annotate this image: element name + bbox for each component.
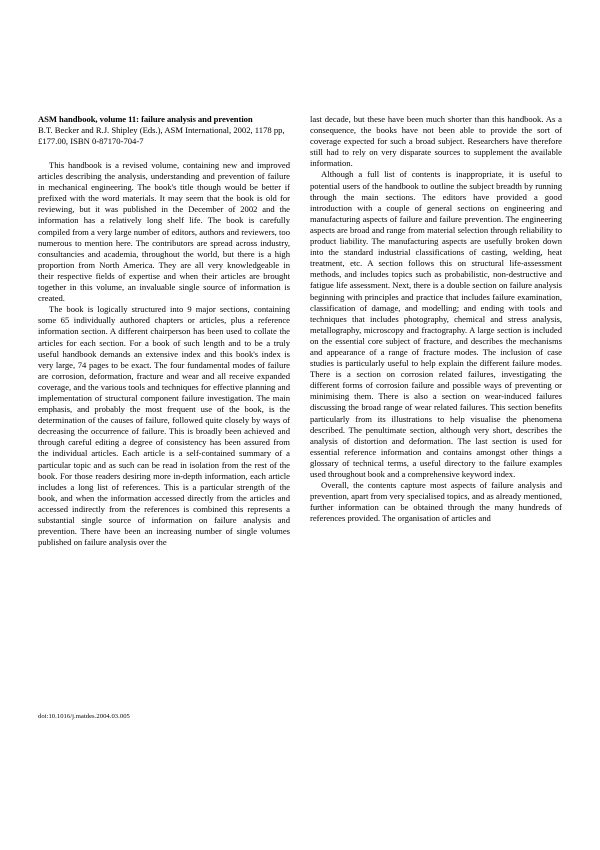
text-column-left	[38, 160, 290, 548]
publication-imprint: B.T. Becker and R.J. Shipley (Eds.), ASM International, 2002, 1178 pp, £177.00, ISBN 0-87170-704-7	[38, 125, 285, 147]
review-header	[38, 114, 290, 147]
paragraph: The book is logically structured into 9 major sections, containing some 65 individually authored chapters or articles, plus a reference information section. A different chairperson has been used to collate the articles for each section. For a book of such length and to be a truly useful handbook demands an extensive index and this book's index is very large, 74 pages to be exact. The four fundamental modes of failure are corrosion, deformation, fracture and wear and all receive expanded coverage, and the various tools and techniques for effective planning and implementation of structural component failure investigation. The main emphasis, and probably the most frequent use of the book, is the determination of the causes of failure, followed quite closely by ways of decreasing the occurrence of failure. This is broadly been achieved and through careful editing a degree of consistency has been assured from the individual articles. Each article is a self-contained summary of a particular topic and as such can be read in isolation from the rest of the book. For those readers desiring more in-depth information, each article includes a long list of references. This is a particular strength of the book, and when the information accessed directly from the articles and accessed indirectly from the references is combined this represents a substantial single source of information on failure analysis and prevention. There have been an increasing number of single volumes published on failure analysis over the	[38, 304, 290, 548]
paragraph: This handbook is a revised volume, containing new and improved articles describing the analysis, understanding and prevention of failure in mechanical engineering. The book's title though would be better if prefixed with the word materials. It may seem that the book is old for reviewing, but it was published in the December of 2002 and the information has a relatively long shelf life. The book is carefully compiled from a very large number of editors, authors and reviewers, too numerous to mention here. The contributors are spread across industry, consultancies and academia, throughout the world, but there is a high proportion from North America. They are all very knowledgeable in their respective fields of expertise and when their articles are brought together in this volume, an invaluable single source of information is created.	[38, 160, 290, 304]
paragraph: Although a full list of contents is inappropriate, it is useful to potential users of the handbook to outline the subject breadth by running through the main sections. The editors have provided a good introduction with a couple of general sections on engineering and manufacturing aspects of failure and failure prevention. The engineering aspects are broad and range from material selection through reliability to product liability. The manufacturing aspects are usefully broken down into the standard industrial classifications of casting, welding, heat treatment, etc. A section follows this on structural life-assessment methods, and includes topics such as probabilistic, non-destructive and fatigue life assessment. Next, there is a double section on failure analysis beginning with principles and practice that includes failure examination, classification of damage, and modelling; and ending with tools and techniques that includes photography, chemical and stress analysis, metallography, microscopy and fractography. A large section is included on the essential core subject of fracture, and describes the mechanisms and appearance of a range of fracture modes. The inclusion of case studies is particularly useful to help explain the different failure modes. There is a section on corrosion related failures, investigating the different forms of corrosion failure and possible ways of preventing or minimising them. There is also a section on wear-induced failures discussing the broad range of wear related failures. This section benefits particularly from its illustrations to help visualise the phenomena described. The penultimate section, although very short, describes the analysis of distortion and deformation. The last section is used for essential reference information and contains amongst other things a glossary of technical terms, a useful directory to the failure examples used throughout book and a comprehensive keyword index.	[310, 169, 562, 479]
paragraph: Overall, the contents capture most aspects of failure analysis and prevention, apart from very specialised topics, and as already mentioned, further information can be obtained through the many hundreds of references provided. The organisation of articles and	[310, 480, 562, 524]
paragraph: last decade, but these have been much shorter than this handbook. As a consequence, the books have not been able to provide the sort of coverage expected for such a broad subject. Researchers have therefore still had to rely on very disparate sources to supplement the available information.	[310, 114, 562, 169]
page-title: ASM handbook, volume 11: failure analysis and prevention	[38, 114, 253, 124]
text-column-right	[310, 114, 562, 524]
doi-identifier: doi:10.1016/j.matdes.2004.03.005	[38, 713, 130, 720]
